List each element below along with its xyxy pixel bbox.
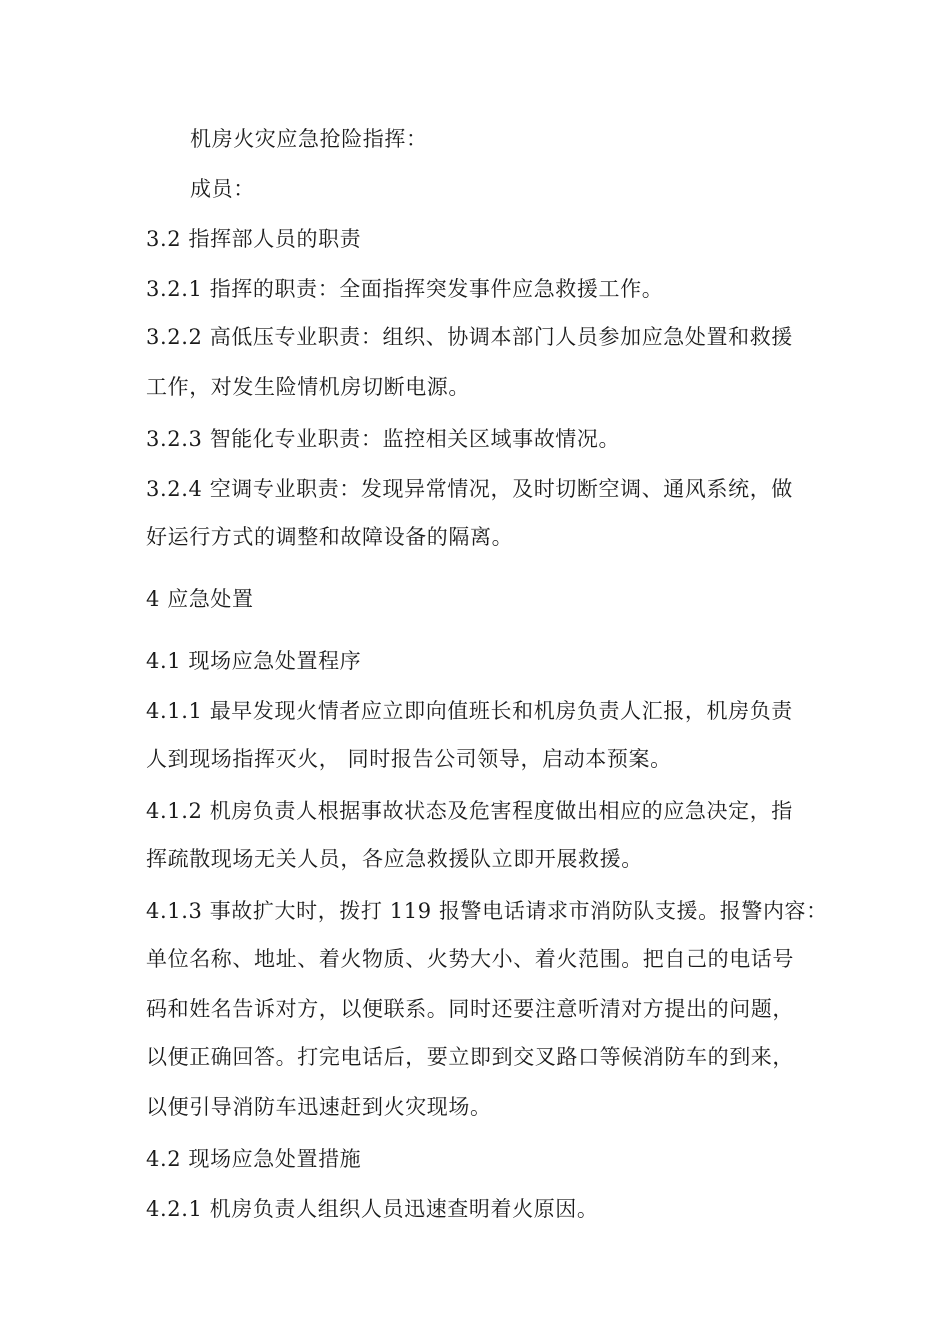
paragraph-4-1-3-line-2: 单位名称、地址、着火物质、火势大小、着火范围。把自己的电话号: [146, 947, 794, 971]
paragraph-4-2-1: 4.2.1 机房负责人组织人员迅速查明着火原因。: [146, 1197, 599, 1221]
paragraph-4-1-3-line-5: 以便引导消防车迅速赶到火灾现场。: [146, 1095, 492, 1119]
paragraph-3-2-4-line-2: 好运行方式的调整和故障设备的隔离。: [146, 525, 514, 549]
paragraph-4-1-3-line-3: 码和姓名告诉对方，以便联系。同时还要注意听清对方提出的问题，: [146, 997, 794, 1021]
section-heading-4-2: 4.2 现场应急处置措施: [146, 1147, 362, 1171]
heading-members: 成员：: [190, 177, 255, 201]
paragraph-3-2-1: 3.2.1 指挥的职责：全面指挥突发事件应急救援工作。: [146, 277, 664, 301]
section-heading-4: 4 应急处置: [146, 587, 254, 611]
section-heading-4-1: 4.1 现场应急处置程序: [146, 649, 362, 673]
paragraph-3-2-4-line-1: 3.2.4 空调专业职责：发现异常情况，及时切断空调、通风系统，做: [146, 477, 793, 501]
paragraph-4-1-2-line-1: 4.1.2 机房负责人根据事故状态及危害程度做出相应的应急决定，指: [146, 799, 793, 823]
paragraph-4-1-3-line-4: 以便正确回答。打完电话后，要立即到交叉路口等候消防车的到来，: [146, 1045, 794, 1069]
paragraph-3-2-2-line-1: 3.2.2 高低压专业职责：组织、协调本部门人员参加应急处置和救援: [146, 325, 793, 349]
paragraph-3-2-3: 3.2.3 智能化专业职责：监控相关区域事故情况。: [146, 427, 621, 451]
paragraph-3-2-2-line-2: 工作，对发生险情机房切断电源。: [146, 375, 470, 399]
paragraph-4-1-2-line-2: 挥疏散现场无关人员，各应急救援队立即开展救援。: [146, 847, 643, 871]
paragraph-4-1-1-line-2: 人到现场指挥灭火， 同时报告公司领导，启动本预案。: [146, 747, 672, 771]
section-heading-3-2: 3.2 指挥部人员的职责: [146, 227, 362, 251]
paragraph-4-1-1-line-1: 4.1.1 最早发现火情者应立即向值班长和机房负责人汇报，机房负责: [146, 699, 793, 723]
paragraph-4-1-3-line-1: 4.1.3 事故扩大时，拨打 119 报警电话请求市消防队支援。报警内容：: [146, 899, 828, 923]
heading-fire-rescue-commander: 机房火灾应急抢险指挥：: [190, 127, 428, 151]
